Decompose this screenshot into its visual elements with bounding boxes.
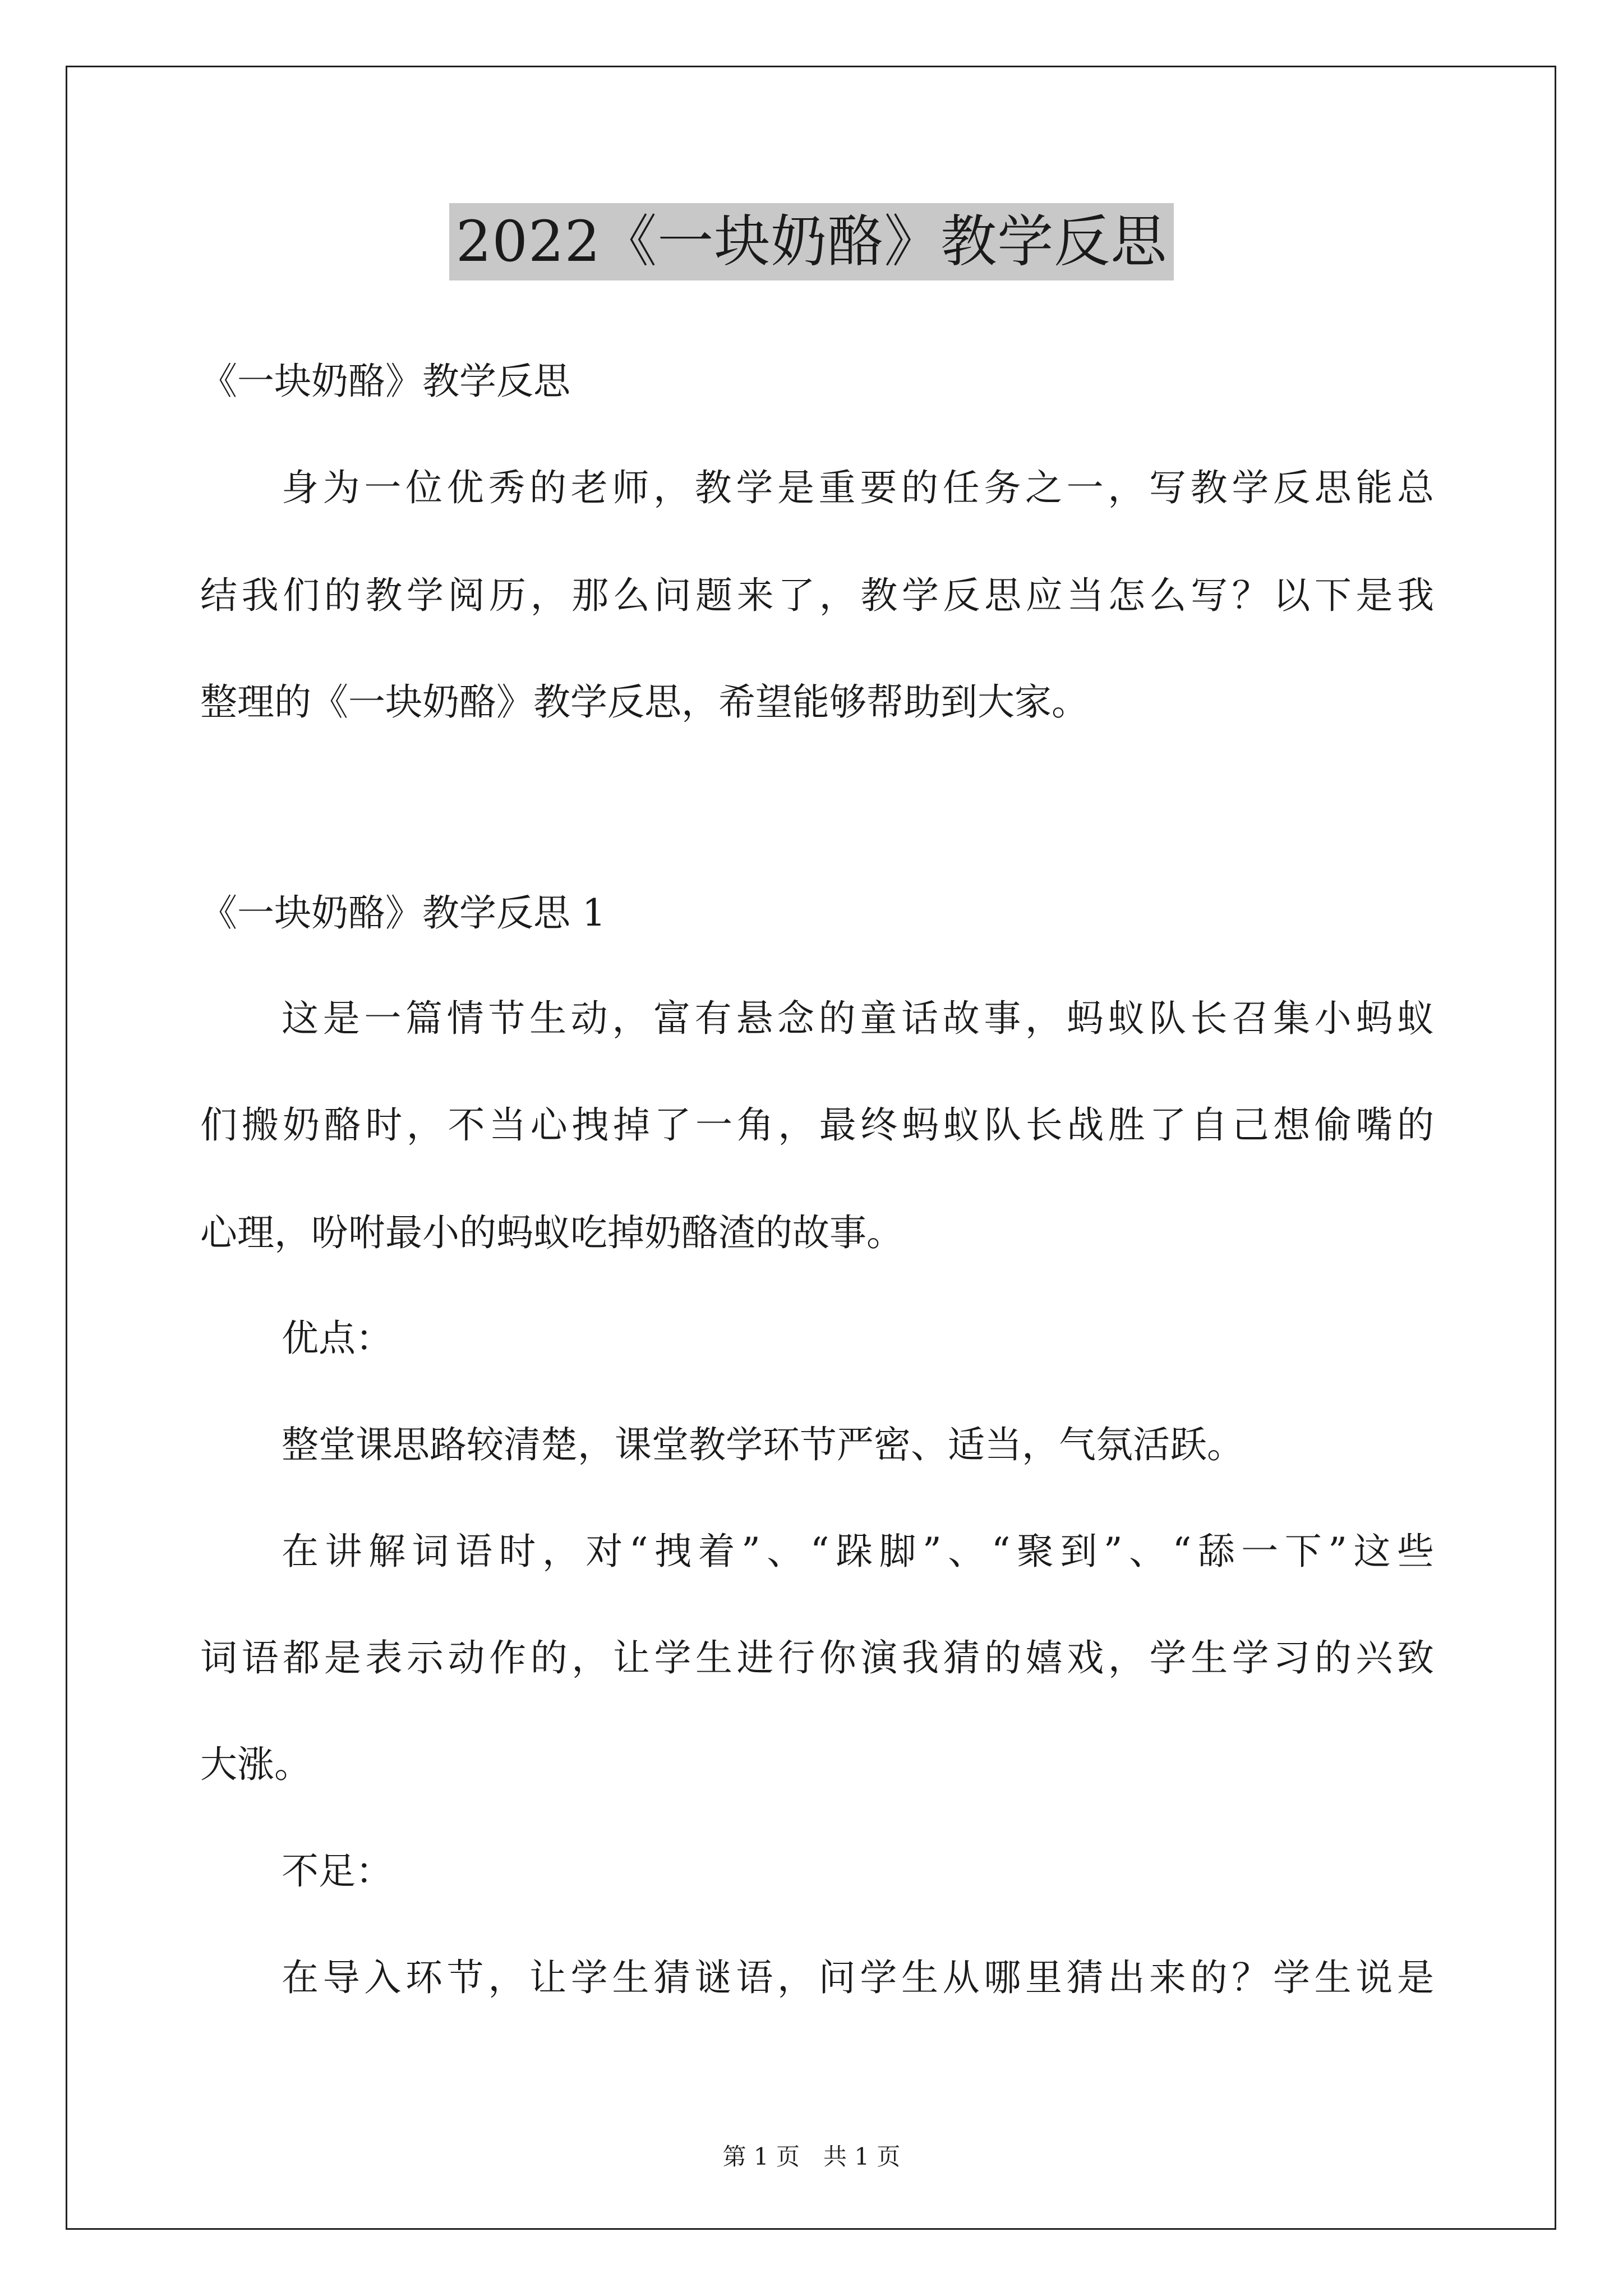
shortcoming-1-line-1: [282, 1955, 1434, 2000]
intro-line-1: [282, 466, 1434, 510]
advantage-2-line-1: [282, 1529, 1434, 1574]
shortcoming-1-line-1-text: 在导入环节，让学生猜谜语，问学生从哪里猜出来的？学生说是: [282, 1956, 1434, 1999]
advantage-2-line-3: 大涨。: [200, 1743, 311, 1786]
section1-heading: 《一块奶酪》教学反思 1: [200, 891, 606, 935]
document-title: 2022《一块奶酪》教学反思: [449, 203, 1174, 280]
section1-para1-line-1-text: 这是一篇情节生动，富有悬念的童话故事，蚂蚁队长召集小蚂蚁: [282, 997, 1434, 1040]
section1-para1-line-3: 心理，吩咐最小的蚂蚁吃掉奶酪渣的故事。: [200, 1211, 903, 1254]
shortcomings-label: 不足：: [282, 1849, 393, 1893]
page-footer: 第 1 页 共 1 页: [722, 2143, 901, 2170]
section1-para1-line-2: 们搬奶酪时，不当心拽掉了一角，最终蚂蚁队长战胜了自己想偷嘴的: [200, 1103, 1434, 1147]
intro-line-1-text: 身为一位优秀的老师，教学是重要的任务之一，写教学反思能总: [282, 466, 1434, 509]
title-container: [0, 203, 1623, 280]
advantage-2-line-2: 词语都是表示动作的，让学生进行你演我猜的嬉戏，学生学习的兴致: [200, 1636, 1434, 1680]
intro-line-2: 结我们的教学阅历，那么问题来了，教学反思应当怎么写？以下是我: [200, 574, 1434, 617]
advantage-2-line-1-text: 在讲解词语时，对“拽着”、“跺脚”、“聚到”、“舔一下”这些: [282, 1530, 1434, 1573]
subtitle: 《一块奶酪》教学反思: [200, 360, 570, 403]
advantages-label: 优点：: [282, 1317, 393, 1360]
section1-para1-line-1: [282, 996, 1434, 1041]
advantage-1: 整堂课思路较清楚，课堂教学环节严密、适当，气氛活跃。: [282, 1423, 1244, 1466]
intro-line-3: 整理的《一块奶酪》教学反思，希望能够帮助到大家。: [200, 680, 1089, 724]
